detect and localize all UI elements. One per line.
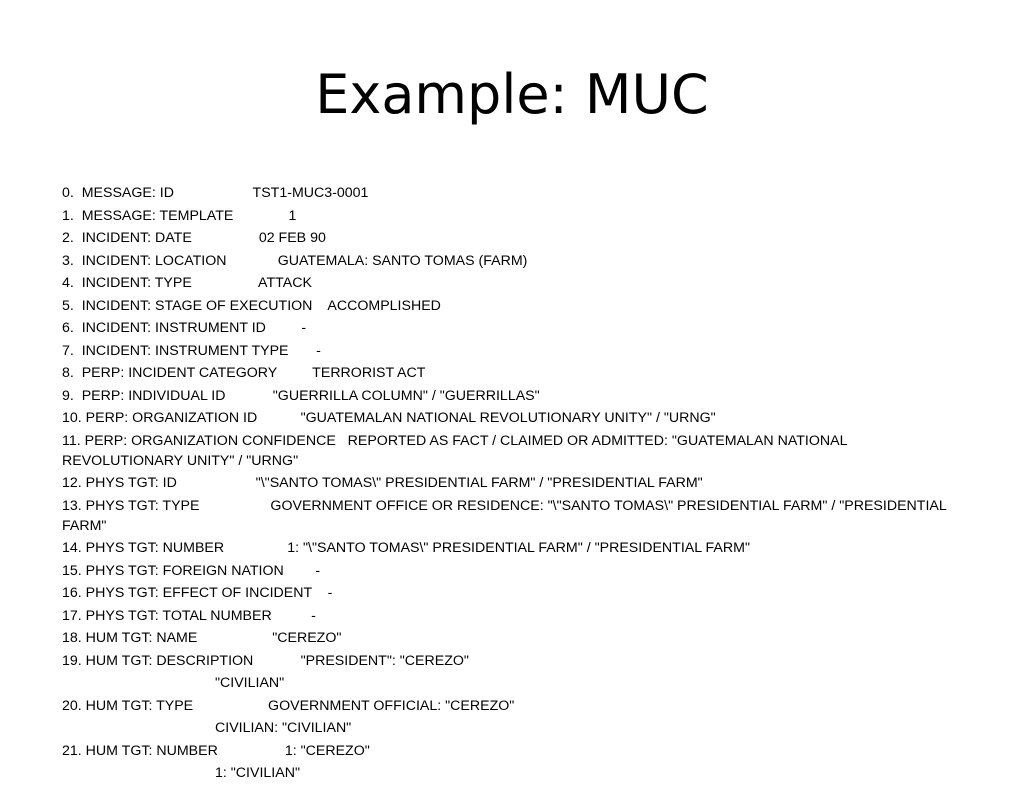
template-line: 8. PERP: INCIDENT CATEGORY TERRORIST ACT [62,365,426,381]
slide-title: Example: MUC [315,63,709,126]
template-line: 20. HUM TGT: TYPE GOVERNMENT OFFICIAL: "CEREZO" [62,697,515,714]
template-line: 3. INCIDENT: LOCATION GUATEMALA: SANTO TOMAS (FARM) [62,252,528,269]
template-line: 9. PERP: INDIVIDUAL ID "GUERRILLA COLUMN" / "GUERRILLAS" [62,387,540,404]
template-line: 14. PHYS TGT: NUMBER 1: "\"SANTO TOMAS\" PRESIDENTIAL FARM" / "PRESIDENTIAL FARM" [62,540,750,556]
template-line: 11. PERP: ORGANIZATION CONFIDENCE REPORTED AS FACT / CLAIMED OR ADMITTED: "GUATEMALAN NATIONAL REVOLUTIONARY UNITY" / "URNG" [62,432,851,469]
template-line-continuation: 1: "CIVILIAN" [215,765,300,781]
template-line: 21. HUM TGT: NUMBER 1: "CEREZO" [62,742,370,759]
template-line: 1. MESSAGE: TEMPLATE 1 [62,207,297,224]
template-line: 10. PERP: ORGANIZATION ID "GUATEMALAN NATIONAL REVOLUTIONARY UNITY" / "URNG" [62,410,716,426]
template-line-continuation: CIVILIAN: "CIVILIAN" [215,720,352,736]
template-line-continuation: "CIVILIAN" [215,675,285,691]
template-line: 13. PHYS TGT: TYPE GOVERNMENT OFFICE OR RESIDENCE: "\"SANTO TOMAS\" PRESIDENTIAL FARM" / "PRESIDENTIAL FARM" [62,497,951,534]
template-line: 12. PHYS TGT: ID "\"SANTO TOMAS\" PRESIDENTIAL FARM" / "PRESIDENTIAL FARM" [62,475,703,491]
template-line: 6. INCIDENT: INSTRUMENT ID - [62,320,307,336]
template-line: 5. INCIDENT: STAGE OF EXECUTION ACCOMPLISHED [62,297,441,314]
template-line: 19. HUM TGT: DESCRIPTION "PRESIDENT": "CEREZO" [62,652,469,669]
template-line: 0. MESSAGE: ID TST1-MUC3-0001 [62,185,369,201]
template-line: 2. INCIDENT: DATE 02 FEB 90 [62,230,326,246]
muc-template-list [62,183,962,786]
template-line: 18. HUM TGT: NAME "CEREZO" [62,630,342,646]
template-line: 7. INCIDENT: INSTRUMENT TYPE - [62,342,321,359]
template-line: 17. PHYS TGT: TOTAL NUMBER - [62,607,316,624]
template-line: 4. INCIDENT: TYPE ATTACK [62,275,312,291]
template-line: 15. PHYS TGT: FOREIGN NATION - [62,562,321,579]
template-line: 16. PHYS TGT: EFFECT OF INCIDENT - [62,585,333,601]
